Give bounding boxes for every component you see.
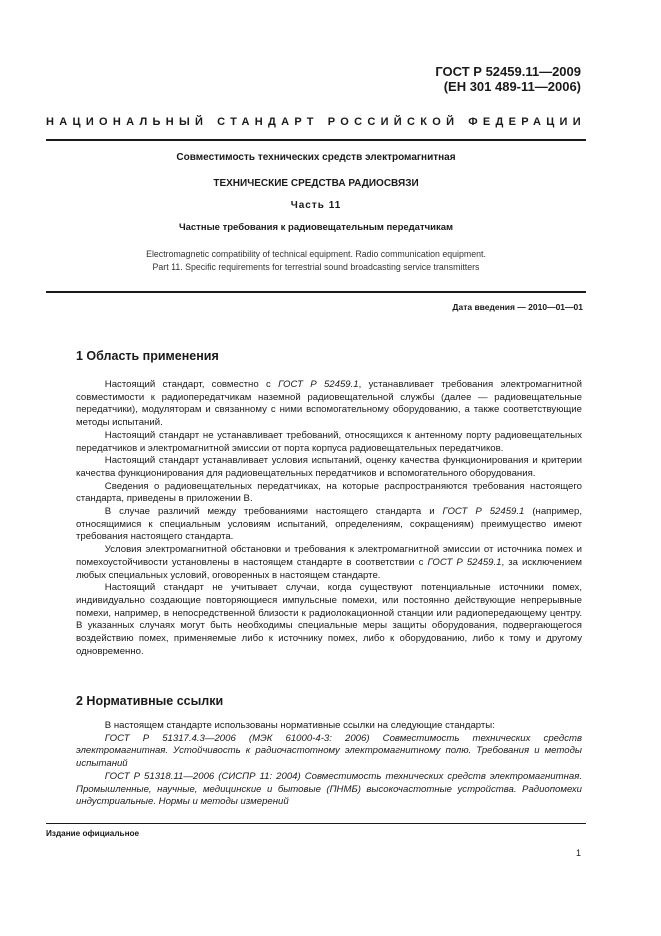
- document-code: [435, 64, 581, 94]
- english-title: [46, 248, 586, 274]
- section2-body: [76, 720, 582, 809]
- bottom-rule: [46, 823, 586, 824]
- paragraph: Сведения о радиовещательных передатчиках, на которые распространяются требования настоящего стандарта, приведены в приложении В.: [76, 480, 582, 505]
- paragraph: Настоящий стандарт, совместно с ГОСТ Р 52459.1, устанавливает требования электромагнитной совместимости к радиопередатчикам наземной радиовещательной службы (далее — радиовещательные передатчики), модуляторам и связанному с ними вспомогательному оборудованию, а также соответствующие методы испытаний.: [76, 379, 582, 429]
- section1-body: [76, 379, 582, 658]
- banner-word: РОССИЙСКОЙ: [327, 116, 460, 128]
- title-radio-tech: ТЕХНИЧЕСКИЕ СРЕДСТВА РАДИОСВЯЗИ: [213, 178, 419, 189]
- introduction-date: Дата введения — 2010—01—01: [452, 302, 583, 312]
- banner-word: НАЦИОНАЛЬНЫЙ: [46, 116, 209, 128]
- reference-link: ГОСТ Р 52459.1: [278, 379, 359, 390]
- normative-reference: ГОСТ Р 51317.4.3—2006 (МЭК 61000-4-3: 2006) Совместимость технических средств электромагнитная. Устойчивость к радиочастотному электромагнитному полю. Требования и методы испытаний: [76, 732, 582, 770]
- paragraph: Настоящий стандарт не учитывает случаи, когда существуют потенциальные источники помех, индивидуально создающие повторяющиеся импульсные помехи, или постоянно действующие непрерывные помехи, например, в непосредственной близости к радиолокационной станции или радиопередающему центру. В указанных случаях могут быть необходимы специальные меры защиты оборудования, подвергающегося воздействию помех, применяемые либо к источнику помех, либо к оборудованию, либо к тому и другому одновременно.: [76, 582, 582, 657]
- english-title-line2: Part 11. Specific requirements for terrestrial sound broadcasting service transmitters: [152, 262, 480, 272]
- paragraph: В случае различий между требованиями настоящего стандарта и ГОСТ Р 52459.1 (например, относящимися к специальным условиям испытаний, определениям, сокращениям) преимущество имеют требования настоящего стандарта.: [76, 506, 582, 543]
- reference-link: ГОСТ Р 52459.1: [442, 506, 525, 518]
- page-number: 1: [576, 848, 582, 858]
- normative-reference: ГОСТ Р 51318.11—2006 (СИСПР 11: 2004) Совместимость технических средств электромагнитная. Промышленные, научные, медицинские и бытовые (ПНМБ) высокочастотные устройства. Радиопомехи индустриальные. Нормы и методы измерений: [76, 770, 582, 808]
- gost-code-line2: (ЕН 301 489-11—2006): [443, 79, 581, 94]
- national-standard-banner: [46, 116, 586, 128]
- banner-word: ФЕДЕРАЦИИ: [468, 116, 586, 128]
- paragraph: В настоящем стандарте использованы нормативные ссылки на следующие стандарты:: [104, 720, 495, 731]
- reference-link: ГОСТ Р 52459.1: [427, 556, 502, 568]
- middle-rule: [46, 291, 586, 293]
- title-part: Часть 11: [290, 200, 342, 211]
- title-specific: Частные требования к радиовещательным передатчикам: [178, 222, 454, 233]
- top-rule: [46, 139, 586, 141]
- edition-label: Издание официальное: [46, 829, 140, 838]
- paragraph: Настоящий стандарт не устанавливает требований, относящихся к антенному порту радиовещательных передатчиков и электромагнитной эмиссии от порта корпуса радиовещательных передатчиков.: [76, 429, 582, 454]
- english-title-line1: Electromagnetic compatibility of technical equipment. Radio communication equipment.: [146, 249, 486, 259]
- paragraph: Условия электромагнитной обстановки и требования к электромагнитной эмиссии от источника помех и помехоустойчивости установлены в настоящем стандарте в соответствии с ГОСТ Р 52459.1, за исключением любых специальных условий, оговоренных в настоящем стандарте.: [76, 544, 582, 581]
- paragraph: Настоящий стандарт устанавливает условия испытаний, оценку качества функционирования и критерии качества функционирования для радиовещательных передатчиков и вспомогательного оборудования.: [76, 455, 582, 479]
- section2-heading: 2 Нормативные ссылки: [76, 694, 224, 708]
- section1-heading: 1 Область применения: [76, 349, 219, 363]
- gost-code-line1: ГОСТ Р 52459.11—2009: [435, 64, 581, 79]
- title-compatibility: Совместимость технических средств электромагнитная: [176, 152, 456, 163]
- banner-word: СТАНДАРТ: [217, 116, 319, 128]
